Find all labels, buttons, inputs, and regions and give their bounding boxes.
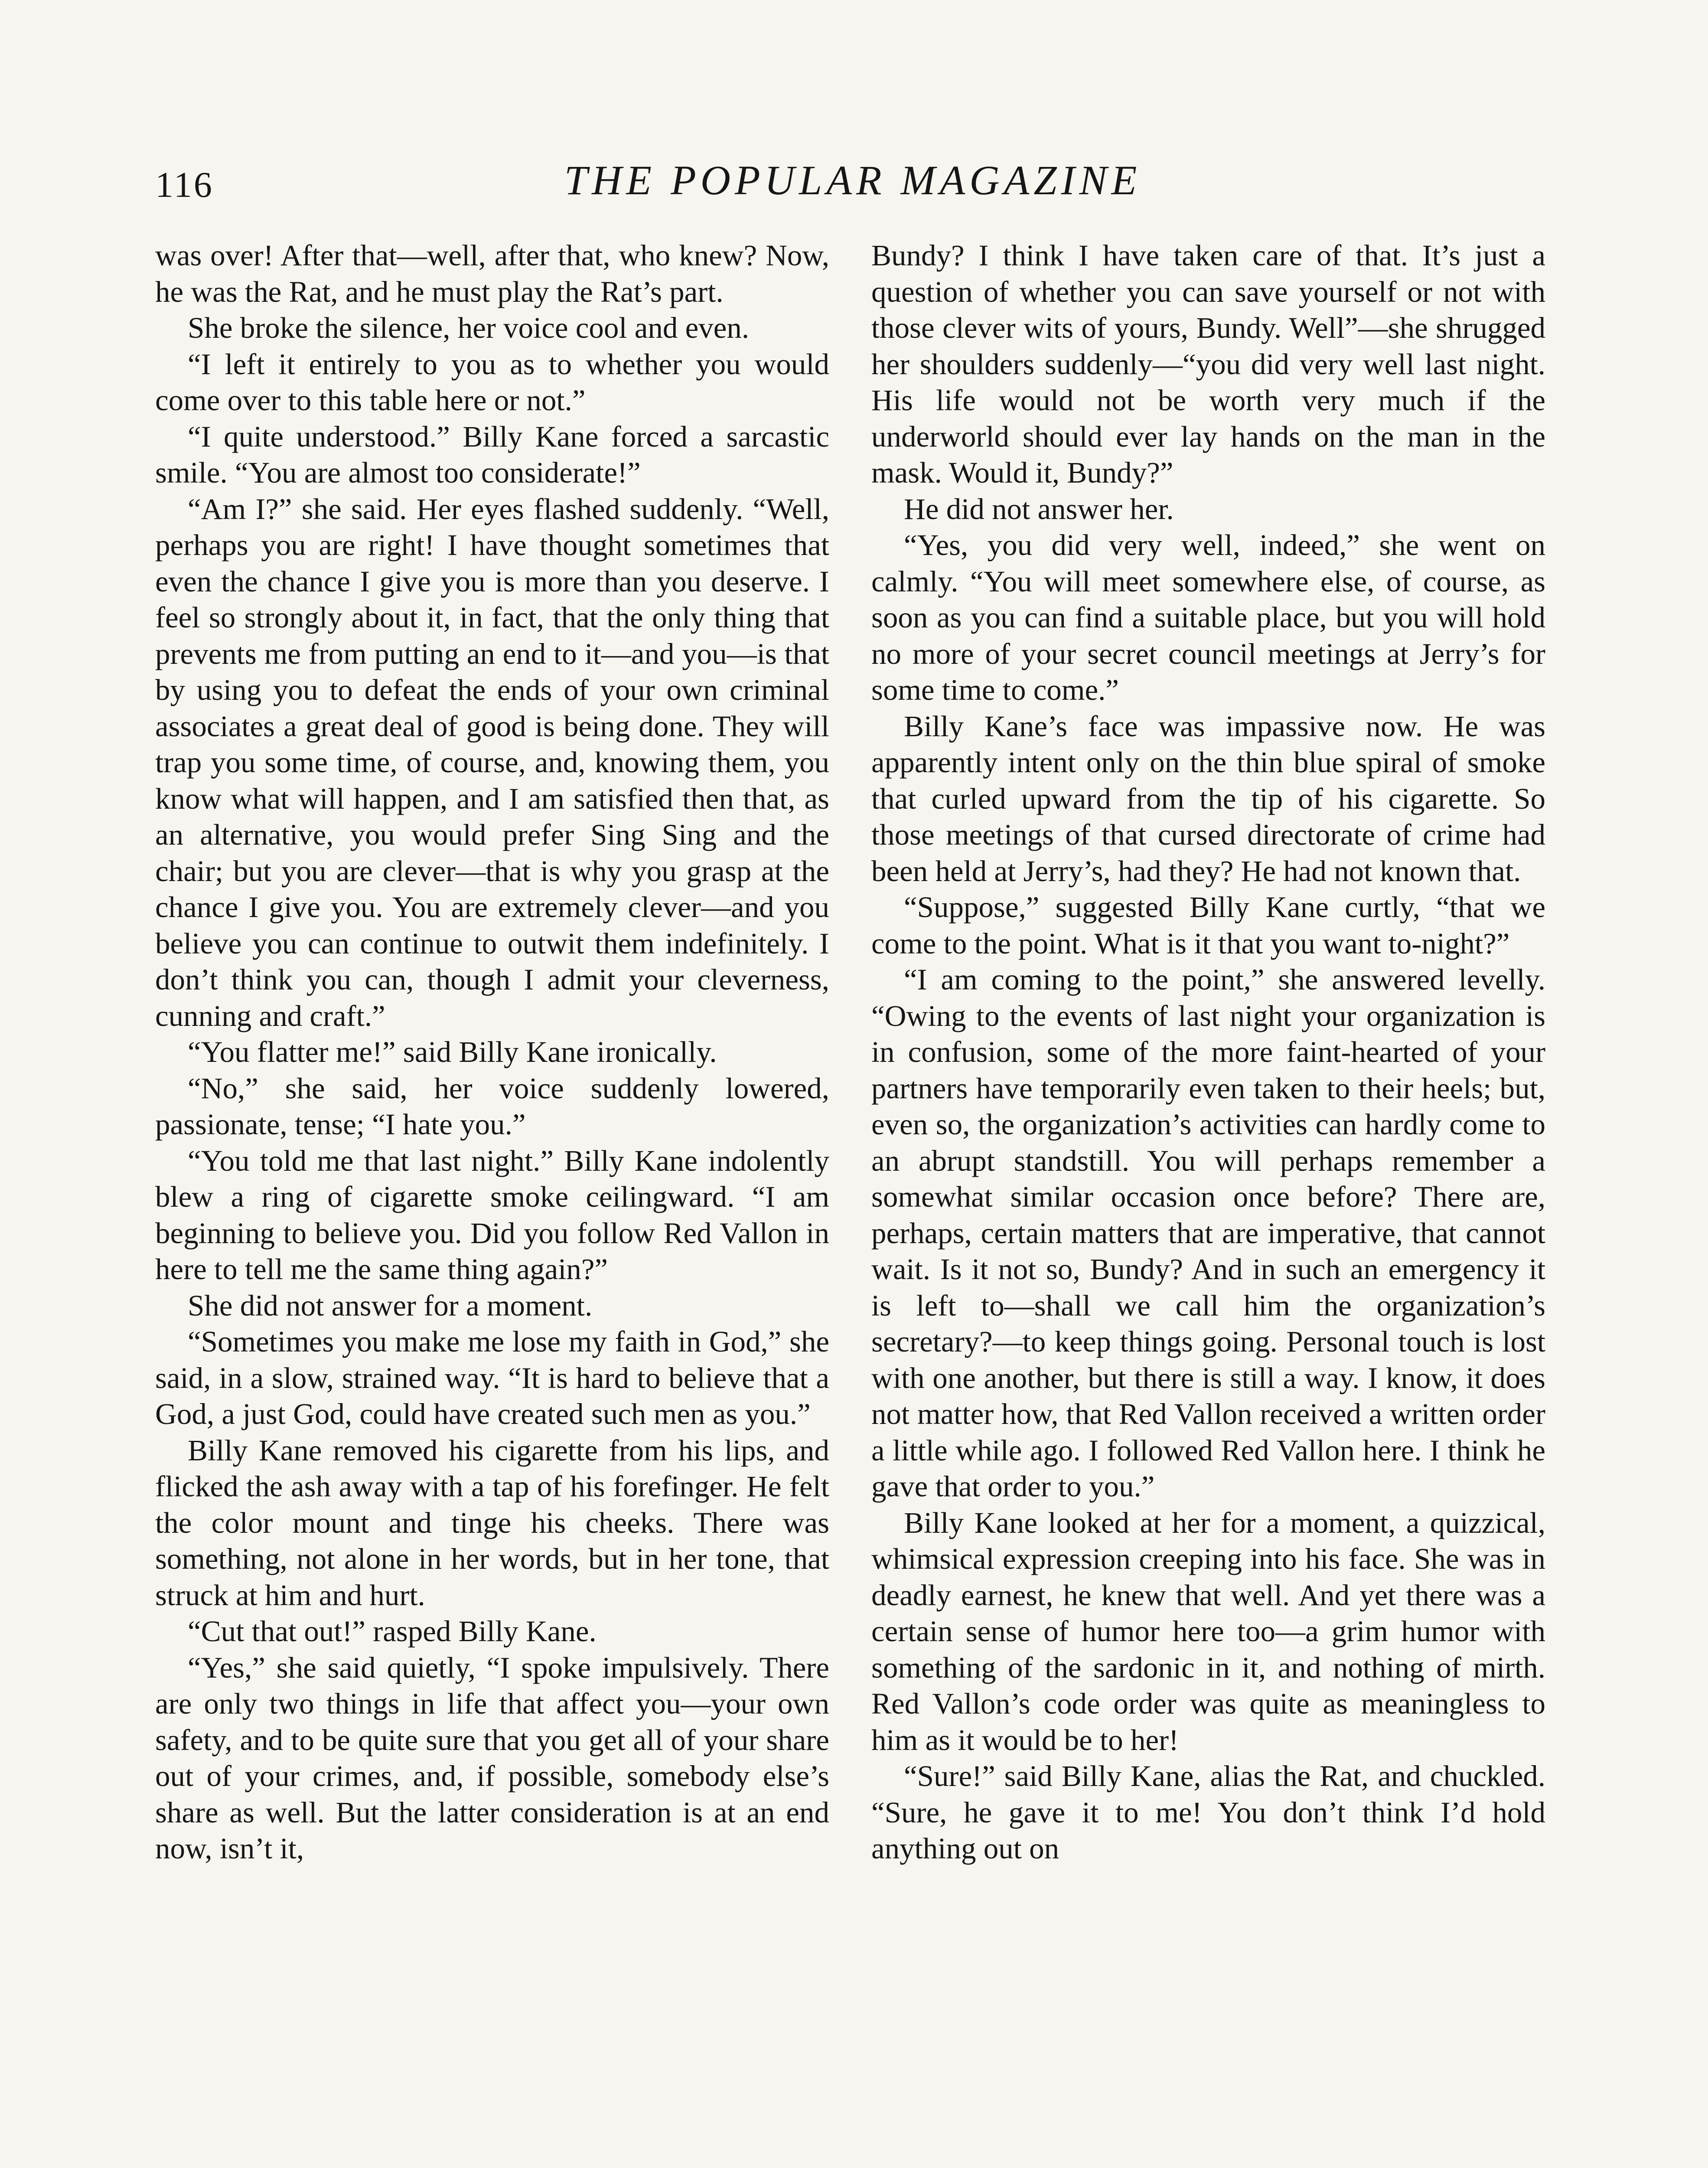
paragraph: was over! After that—well, after that, who knew? Now, he was the Rat, and he must play the Rat’s part. [155,239,829,308]
paragraph: She broke the silence, her voice cool and even. [188,311,750,344]
paragraph: “Cut that out!” rasped Billy Kane. [188,1615,596,1648]
paragraph: “You flatter me!” said Billy Kane ironically. [188,1035,717,1068]
page-header [155,156,1550,212]
magazine-title: THE POPULAR MAGAZINE [564,157,1141,203]
paragraph: “I am coming to the point,” she answered levelly. “Owing to the events of last night your organization is in confusion, some of the more faint-hearted of your partners have temporarily even taken to their heels; but, even so, the organization’s activities can hardly come to an abrupt standstill. You will perhaps remember a somewhat similar occasion once before? There are, perhaps, certain matters that are imperative, that cannot wait. Is it not so, Bundy? And in such an emergency it is left to—shall we call him the organization’s secretary?—to keep things going. Personal touch is lost with one another, but there is still a way. I know, it does not matter how, that Red Vallon received a written order a little while ago. I followed Red Vallon here. I think he gave that order to you.” [871,963,1545,1503]
paragraph: Billy Kane’s face was impassive now. He was apparently intent only on the thin blue spiral of smoke that curled upward from the tip of his cigarette. So those meetings of that cursed directorate of crime had been held at Jerry’s, had they? He had not known that. [871,709,1545,888]
left-column [155,238,829,1867]
paragraph: “I quite understood.” Billy Kane forced a sarcastic smile. “You are almost too considerate!” [155,420,829,489]
paragraph: “You told me that last night.” Billy Kane indolently blew a ring of cigarette smoke ceilingward. “I am beginning to believe you. Did you follow Red Vallon in here to tell me the same thing again?” [155,1144,829,1286]
paragraph: Bundy? I think I have taken care of that. It’s just a question of whether you can save yourself or not with those clever wits of yours, Bundy. Well”—she shrugged her shoulders suddenly—“you did very well last night. His life would not be worth very much if the underworld should ever lay hands on the man in the mask. Would it, Bundy?” [871,239,1545,489]
right-column [871,238,1545,1867]
paragraph: “I left it entirely to you as to whether you would come over to this table here or not.” [155,347,829,417]
paragraph: “No,” she said, her voice suddenly lowered, passionate, tense; “I hate you.” [155,1071,829,1141]
paragraph: Billy Kane removed his cigarette from his lips, and flicked the ash away with a tap of his forefinger. He felt the color mount and tinge his cheeks. There was something, not alone in her words, but in her tone, that struck at him and hurt. [155,1433,829,1612]
paragraph: “Yes, you did very well, indeed,” she went on calmly. “You will meet somewhere else, of course, as soon as you can find a suitable place, but you will hold no more of your secret council meetings at Jerry’s for some time to come.” [871,529,1545,706]
paragraph: “Yes,” she said quietly, “I spoke impulsively. There are only two things in life that affect you—your own safety, and to be quite sure that you get all of your share out of your crimes, and, if possible, somebody else’s share as well. But the latter consideration is at an end now, isn’t it, [155,1651,829,1865]
page-number: 116 [155,165,214,205]
paragraph: “Sometimes you make me lose my faith in God,” she said, in a slow, strained way. “It is hard to believe that a God, a just God, could have created such men as you.” [155,1325,829,1430]
paragraph: “Am I?” she said. Her eyes flashed suddenly. “Well, perhaps you are right! I have thought sometimes that even the chance I give you is more than you deserve. I feel so strongly about it, in fact, that the only thing that prevents me from putting an end to it—and you—is that by using you to defeat the ends of your own criminal associates a great deal of good is being done. They will trap you some time, of course, and, knowing them, you know what will happen, and I am satisfied then that, as an alternative, you would prefer Sing Sing and the chair; but you are clever—that is why you grasp at the chance I give you. You are extremely clever—and you believe you can continue to outwit them indefinitely. I don’t think you can, though I admit your cleverness, cunning and craft.” [155,492,829,1032]
paragraph: He did not answer her. [904,492,1174,526]
paragraph: She did not answer for a moment. [188,1289,593,1322]
paragraph: “Suppose,” suggested Billy Kane curtly, “that we come to the point. What is it that you want to-night?” [871,891,1545,960]
paragraph: Billy Kane looked at her for a moment, a quizzical, whimsical expression creeping into his face. She was in deadly earnest, he knew that well. And yet there was a certain sense of humor here too—a grim humor with something of the sardonic in it, and nothing of mirth. Red Vallon’s code order was quite as meaningless to him as it would be to her! [871,1506,1545,1757]
paragraph: “Sure!” said Billy Kane, alias the Rat, and chuckled. “Sure, he gave it to me! You don’t think I’d hold anything out on [871,1760,1545,1865]
